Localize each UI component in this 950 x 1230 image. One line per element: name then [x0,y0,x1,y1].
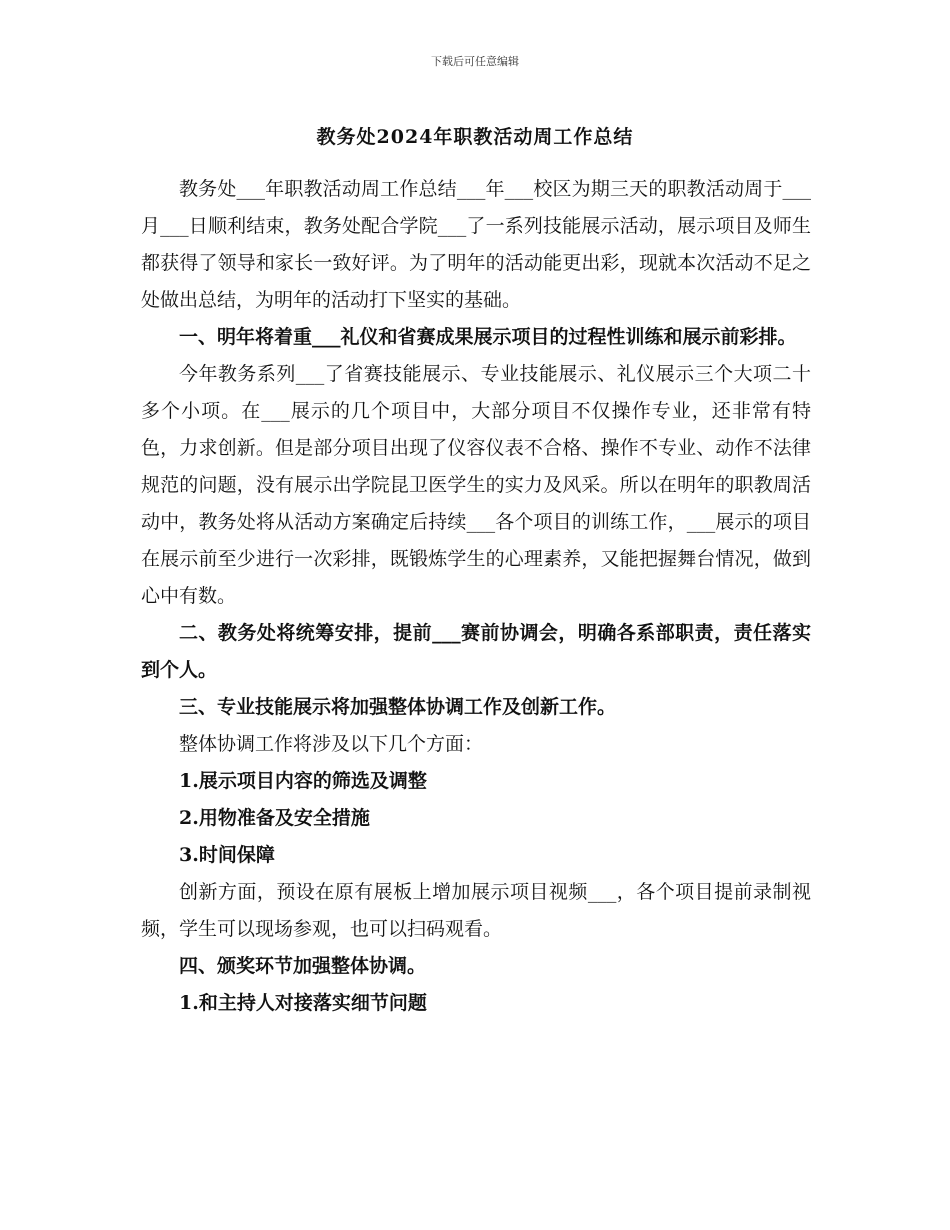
list-item-2: 2.用物准备及安全措施 [179,807,370,829]
section-heading-1: 一、明年将着重___礼仪和省赛成果展示项目的过程性训练和展示前彩排。 [179,326,797,348]
list-item-3: 3.时间保障 [179,844,275,866]
section-heading-4: 四、颁奖环节加强整体协调。 [179,955,427,977]
paragraph-innovation: 创新方面，预设在原有展板上增加展示项目视频___，各个项目提前录制视频，学生可以现场参观，也可以扫码观看。 [141,881,811,940]
paragraph-coordination-intro: 整体协调工作将涉及以下几个方面： [179,733,484,755]
paragraph-section-1: 今年教务系列___了省赛技能展示、专业技能展示、礼仪展示三个大项二十多个小项。在___展示的几个项目中，大部分项目不仅操作专业，还非常有特色，力求创新。但是部分项目出现了仪容仪表不合格、操作不专业、动作不法律规范的问题，没有展示出学院昆卫医学生的实力及风采。所以在明年的职教周活动中，教务处将从活动方案确定后持续___各个项目的训练工作，___展示的项目在展示前至少进行一次彩排，既锻炼学生的心理素养，又能把握舞台情况，做到心中有数。 [141,363,811,607]
list-item-1: 1.展示项目内容的筛选及调整 [179,770,427,792]
paragraph-intro: 教务处___年职教活动周工作总结___年___校区为期三天的职教活动周于___月___日顺利结束，教务处配合学院___了一系列技能展示活动，展示项目及师生都获得了领导和家长一致好评。为了明年的活动能更出彩，现就本次活动不足之处做出总结，为明年的活动打下坚实的基础。 [141,178,811,311]
section-heading-3: 三、专业技能展示将加强整体协调工作及创新工作。 [179,696,617,718]
document-title: 教务处2024年职教活动周工作总结 [316,126,634,148]
header-note: 下载后可任意编辑 [431,55,519,68]
section-heading-2: 二、教务处将统筹安排，提前___赛前协调会，明确各系部职责，责任落实到个人。 [141,622,811,681]
list-item-4-1: 1.和主持人对接落实细节问题 [179,992,427,1014]
document-body [141,171,811,1022]
